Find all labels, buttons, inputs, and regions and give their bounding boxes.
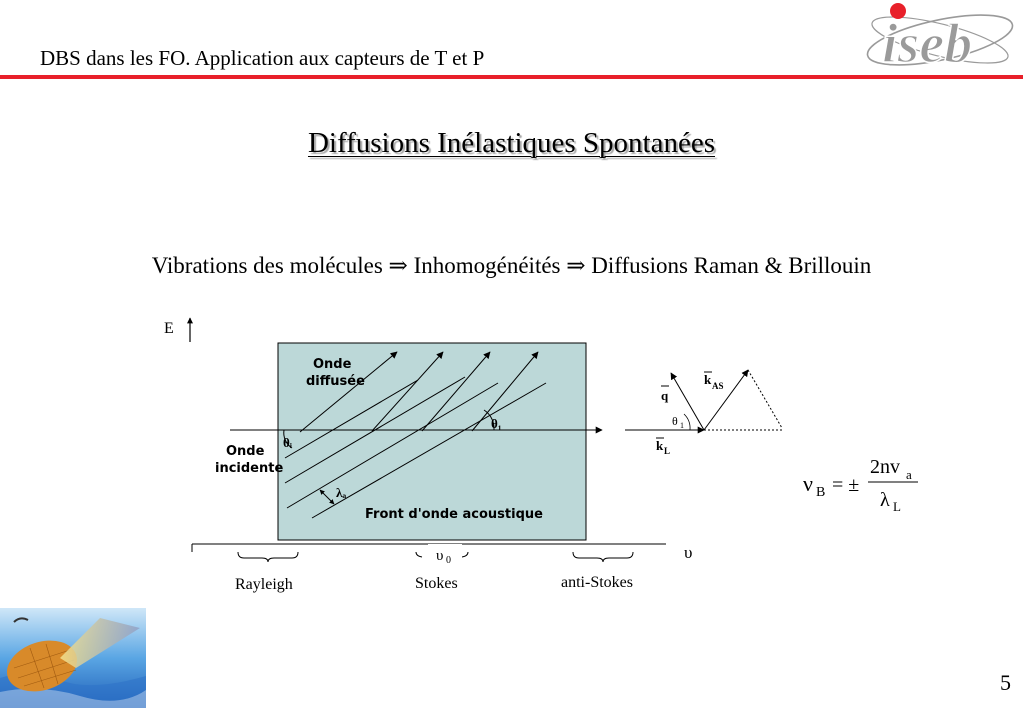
rayleigh-label: Rayleigh	[235, 576, 293, 593]
vector-theta-arc	[684, 414, 690, 430]
formula-denominator-subscript: L	[893, 499, 901, 514]
k-l-subscript: L	[664, 446, 671, 456]
frequency-axis-label: υ	[684, 543, 693, 562]
incident-wave-label-line1: Onde	[226, 444, 265, 459]
theta-i-label: θᵢ	[283, 435, 293, 450]
formula-lhs: ν	[803, 471, 813, 496]
acoustic-front-label: Front d'onde acoustique	[365, 507, 543, 522]
formula-numerator: 2nv	[870, 456, 900, 478]
theta-1-label: θ₁	[491, 416, 502, 431]
lambda-a-label: λₐ	[336, 485, 347, 500]
decorative-corner-logo	[0, 608, 146, 708]
header-title: DBS dans les FO. Application aux capteurs de T et P	[40, 46, 485, 70]
rayleigh-brace	[238, 552, 298, 562]
slide-title: Diffusions Inélastiques Spontanées	[307, 127, 716, 159]
k-as-label: k	[704, 372, 712, 387]
formula-lhs-subscript: B	[816, 485, 826, 500]
vector-theta-label: θ	[672, 414, 678, 428]
logo-wordmark: iseb	[882, 13, 973, 75]
scattered-wave-label-line2: diffusée	[306, 374, 365, 389]
formula-numerator-subscript: a	[906, 467, 912, 482]
subtitle: Vibrations des molécules ⇒ Inhomogénéités ⇒ Diffusions Raman & Brillouin	[151, 253, 872, 278]
center-frequency-marker: υ	[436, 548, 444, 564]
brillouin-formula	[803, 456, 918, 514]
energy-axis-label: E	[164, 320, 174, 337]
vector-labels	[656, 372, 724, 456]
page-number: 5	[1000, 670, 1011, 695]
triangle-side-dashed	[748, 370, 782, 428]
k-as-subscript: AS	[712, 381, 724, 391]
incident-wave-label-line2: incidente	[215, 461, 284, 476]
anti-stokes-label: anti-Stokes	[561, 574, 633, 591]
q-label: q	[661, 388, 669, 403]
stokes-label: Stokes	[415, 575, 458, 592]
center-frequency-subscript: 0	[446, 555, 451, 566]
formula-operator: = ±	[832, 474, 860, 496]
scattered-wave-label-line1: Onde	[313, 357, 352, 372]
vector-theta-subscript: 1	[680, 421, 684, 430]
anti-stokes-brace	[573, 552, 633, 562]
formula-denominator: λ	[880, 489, 890, 511]
k-l-label: k	[656, 438, 664, 453]
